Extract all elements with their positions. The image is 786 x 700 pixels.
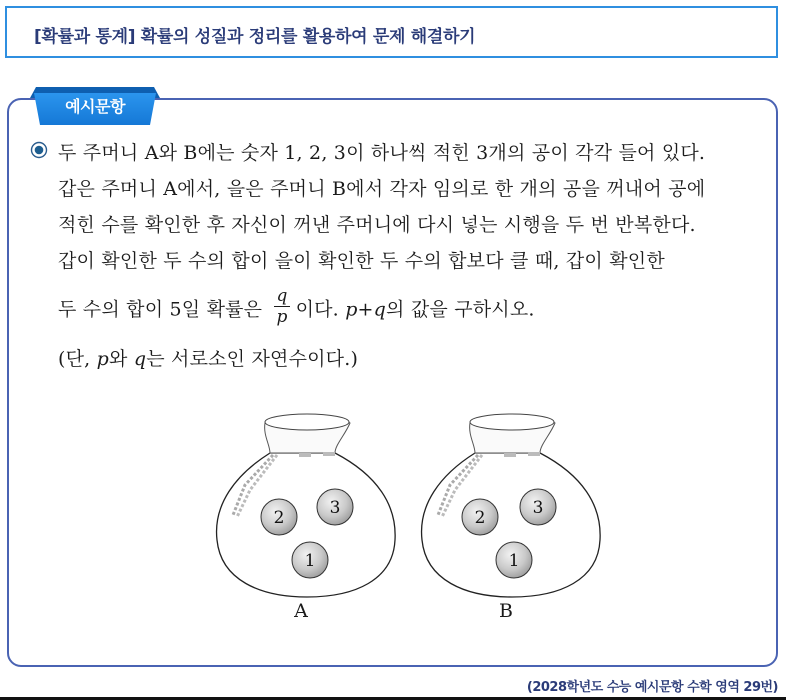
var-q: q [133,348,147,370]
expression-p-plus-q: p+q [345,298,387,321]
cond-post: 는 서로소인 자연수이다.) [146,348,359,370]
var-p: p [96,348,110,370]
page-title: [확률과 통계] 확률의 성질과 정리를 활용하여 문제 해결하기 [34,27,476,47]
cond-pre: (단, [58,348,91,370]
fraction-numerator: q [276,286,288,306]
question-line-1: 두 주머니 A와 B에는 숫자 1, 2, 3이 하나씩 적힌 3개의 공이 각각 들어 있다. [58,142,706,164]
ball-2: 2 [474,508,486,528]
source-citation: (2028학년도 수능 예시문항 수학 영역 29번) [526,680,778,695]
radio-bullet-icon [30,141,48,159]
question-line-4: 갑이 확인한 두 수의 합이 을이 확인한 두 수의 합보다 클 때, 갑이 확인한 [58,250,665,272]
bag-b-illustration [410,405,610,630]
ball-1: 1 [508,551,520,571]
example-question-tab [30,87,160,125]
bag-b-label: B [499,600,513,622]
ball-1: 1 [304,551,316,571]
bag-a-label: A [294,600,308,622]
cond-mid: 와 [109,348,128,370]
tab-label: 예시문항 [65,97,125,116]
ball-3: 3 [329,498,341,518]
ball-3: 3 [532,498,544,518]
question-line-2: 갑은 주머니 A에서, 을은 주머니 B에서 각자 임의로 한 개의 공을 꺼내어 공에 [58,178,706,200]
question-condition [58,344,358,371]
line5-post: 의 값을 구하시오. [386,298,535,321]
ball-2: 2 [273,508,285,528]
header-box [5,6,778,58]
bag-a-illustration [205,405,405,630]
fraction-q-over-p [274,286,289,327]
line5-pre: 두 수의 합이 5일 확률은 [58,298,263,321]
question-line-5 [58,286,535,331]
fraction-denominator: p [276,307,288,327]
question-line-3: 적힌 수를 확인한 후 자신이 꺼낸 주머니에 다시 넣는 시행을 두 번 반복한다. [58,214,696,236]
line5-mid: 이다. [295,298,339,321]
